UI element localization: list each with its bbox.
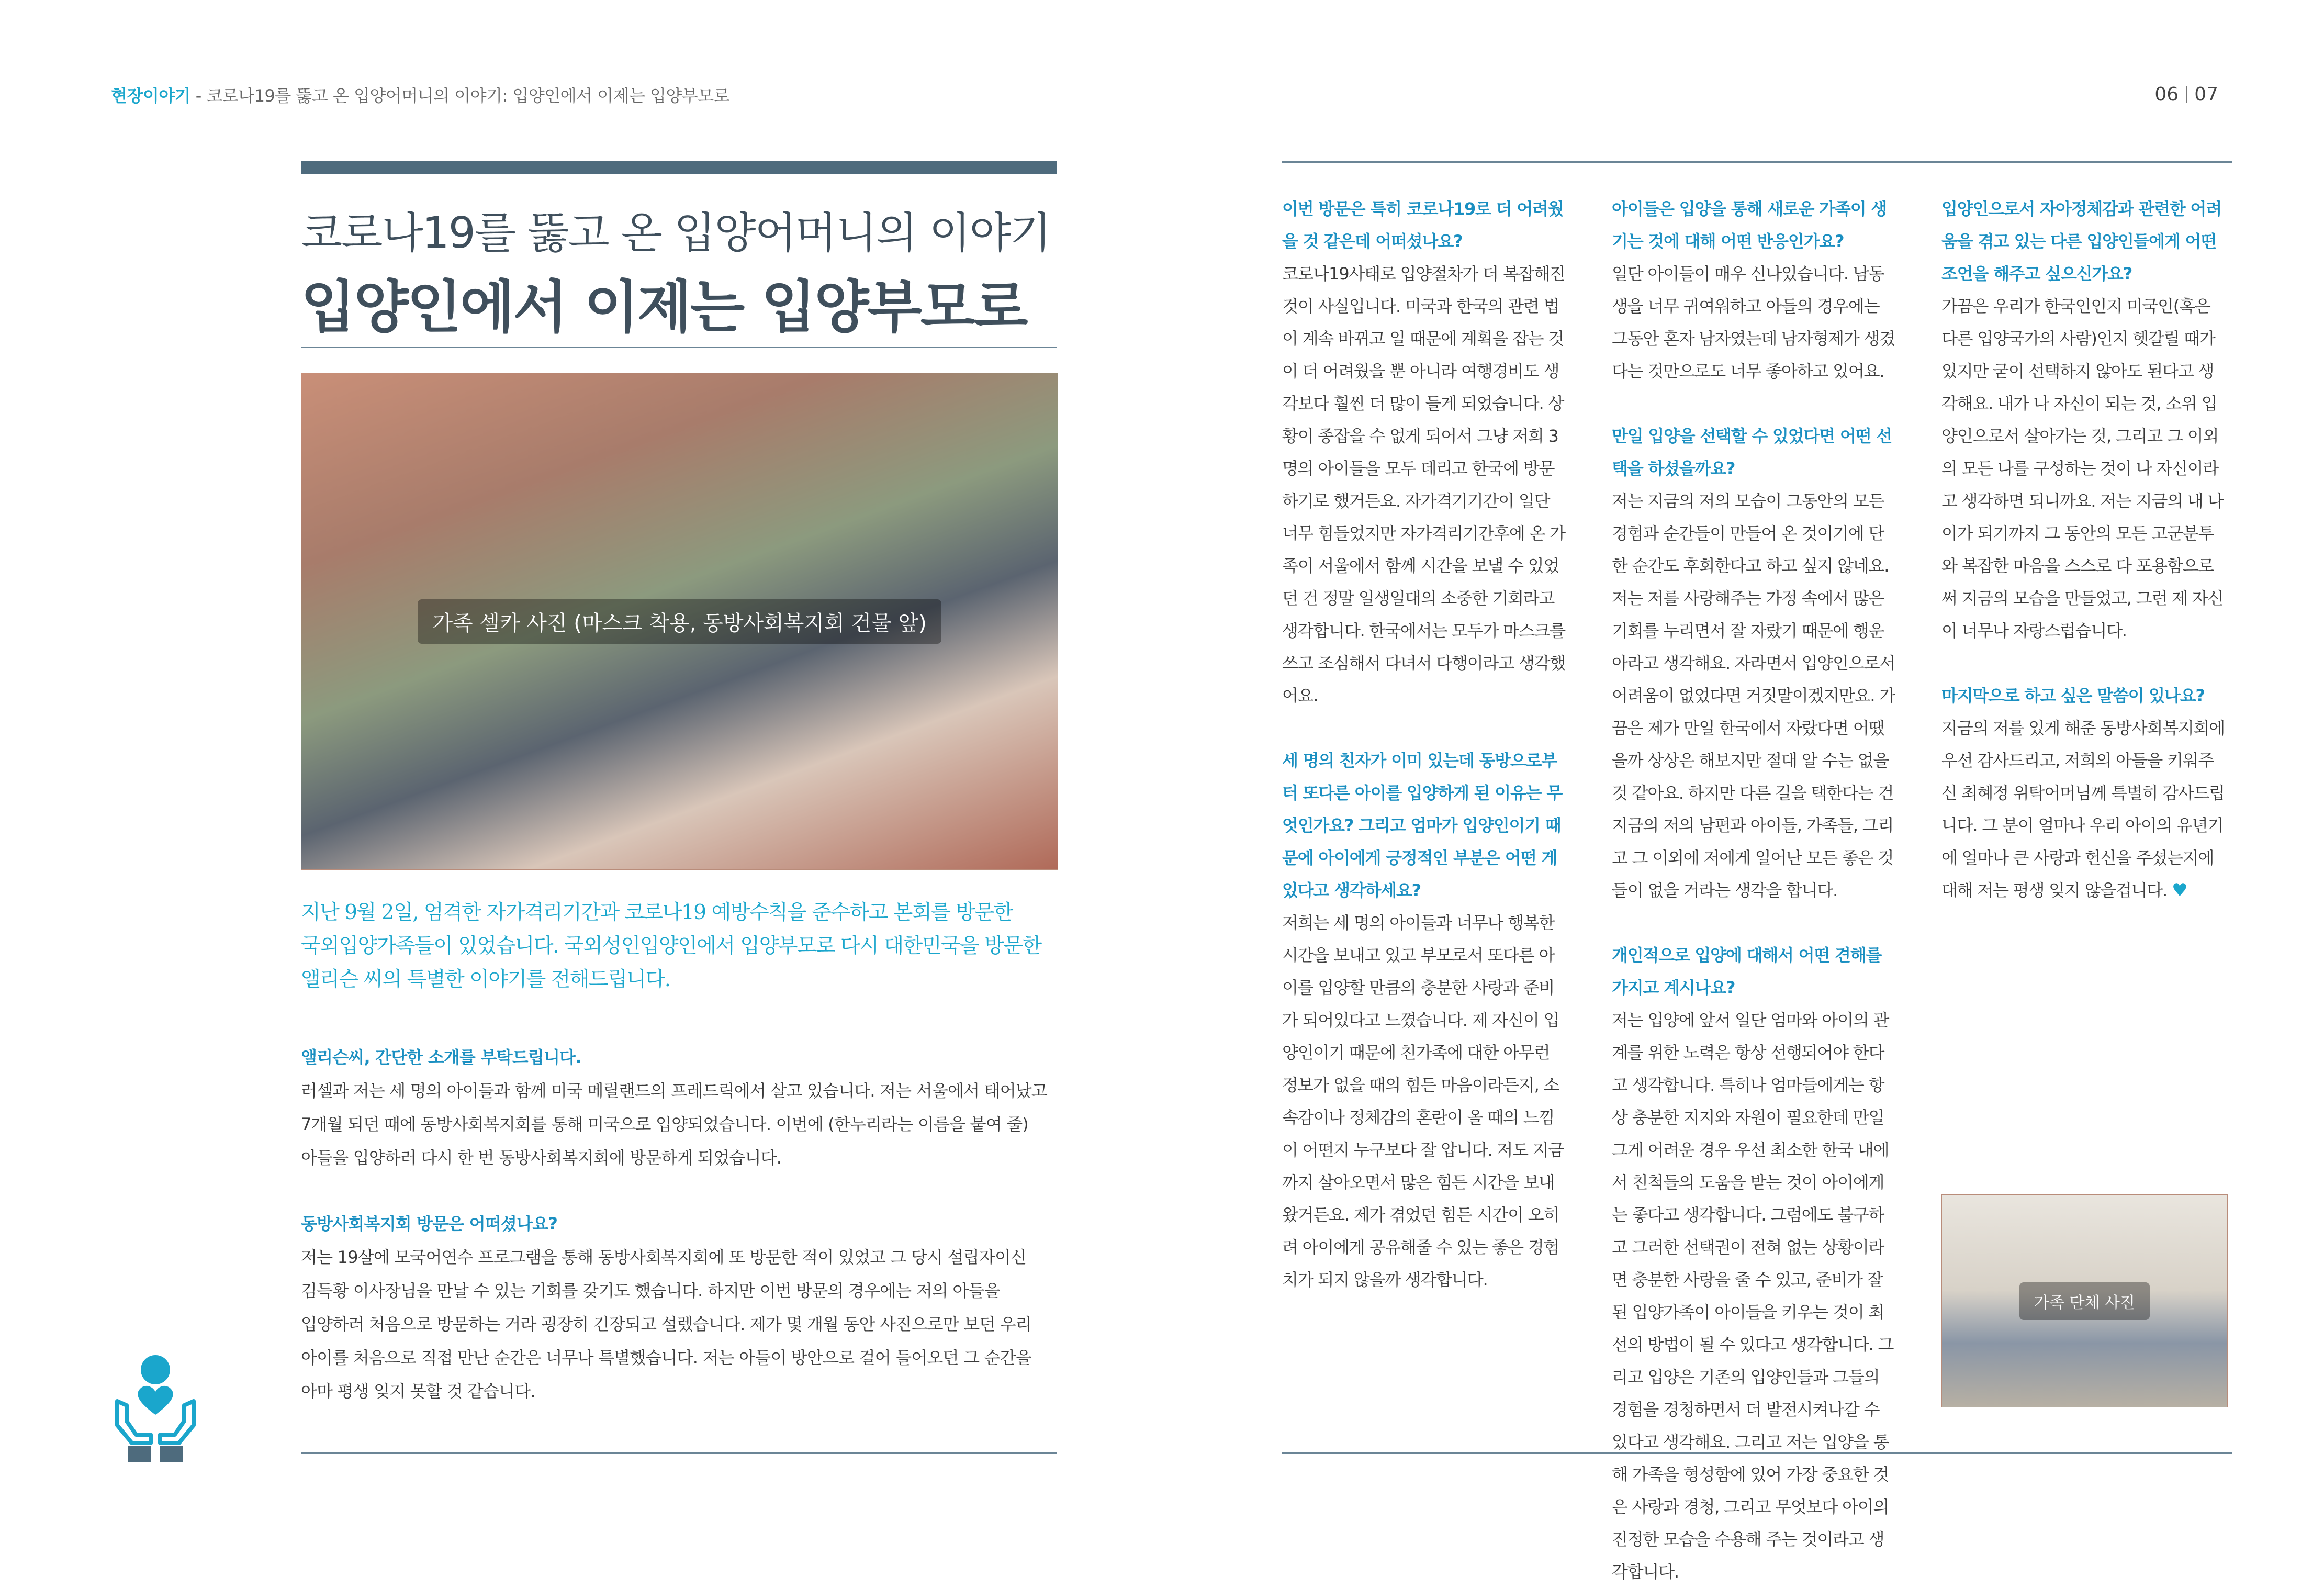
question-choice: 만일 입양을 선택할 수 있었다면 어떤 선택을 하셨을까요? — [1612, 426, 1892, 478]
question-children: 아이들은 입양을 통해 새로운 가족이 생기는 것에 대해 어떤 반응인가요? — [1612, 199, 1887, 251]
right-column-2 — [1612, 193, 1897, 1588]
question-covid: 이번 방문은 특히 코로나19로 더 어려웠을 것 같은데 어떠셨나요? — [1282, 199, 1564, 251]
question-visit: 동방사회복지회 방문은 어떠셨나요? — [301, 1214, 558, 1234]
question-identity: 입양인으로서 자아정체감과 관련한 어려움을 겪고 있는 다른 입양인들에게 어떤 조언을 해주고 싶으신가요? — [1941, 199, 2221, 284]
article-subtitle: 코로나19를 뚫고 온 입양어머니의 이야기 — [301, 208, 1050, 258]
main-photo-label: 가족 셀카 사진 (마스크 착용, 동방사회복지회 건물 앞) — [418, 599, 941, 644]
heart-icon: ♥ — [2172, 880, 2187, 901]
answer-closing — [1941, 712, 2227, 907]
group-photo-label: 가족 단체 사진 — [2019, 1282, 2150, 1320]
title-bar — [301, 161, 1057, 174]
page-number-right: 07 — [2194, 84, 2218, 105]
right-column-1 — [1282, 193, 1567, 1296]
answer-views: 저는 입양에 앞서 일단 엄마와 아이의 관계를 위한 노력은 항상 선행되어야 한다고 생각합니다. 특히나 엄마들에게는 항상 충분한 지지와 자원이 필요한데 만일 그게 어려운 경우 우선 최소한 한국 내에서 친척들의 도움을 받는 것이 아이에게는 좋다고 생각합니다. 그럼에도 불구하고 그러한 선택권이 전혀 없는 상황이라면 충분한 사랑을 줄 수 있고, 준비가 잘된 입양가족이 아이들을 키우는 것이 최선의 방법이 될 수 있다고 생각합니다. 그리고 입양은 기존의 입양인들과 그들의 경험을 경청하면서 더 발전시켜나갈 수 있다고 생각해요. 그리고 저는 입양을 통해 가족을 형성함에 있어 가장 중요한 것은 사랑과 경청, 그리고 무엇보다 아이의 진정한 모습을 수용해 주는 것이라고 생각합니다. — [1612, 1010, 1894, 1582]
article-title: 입양인에서 이제는 입양부모로 — [301, 275, 1027, 340]
question-intro: 앨리슨씨, 간단한 소개를 부탁드립니다. — [301, 1047, 581, 1067]
breadcrumb: - 코로나19를 뚫고 온 입양어머니의 이야기: 입양인에서 이제는 입양부모로 — [190, 86, 730, 106]
answer-identity: 가끔은 우리가 한국인인지 미국인(혹은 다른 입양국가의 사람)인지 헷갈릴 때가 있지만 굳이 선택하지 않아도 된다고 생각해요. 내가 나 자신이 되는 것, 소위 입양인으로서 살아가는 것, 그리고 그 이외의 모든 나를 구성하는 것이 나 자신이라고 생각하면 되니까요. 저는 지금의 내 나이가 되기까지 그 동안의 모든 고군분투와 복잡한 마음을 스스로 다 포용함으로써 지금의 모습을 만들었고, 그런 제 자신이 너무나 자랑스럽습니다. — [1941, 296, 2224, 641]
page-numbers — [2154, 84, 2218, 105]
answer-visit: 저는 19살에 모국어연수 프로그램을 통해 동방사회복지회에 또 방문한 적이 있었고 그 당시 설립자이신 김득황 이사장님을 만날 수 있는 기회를 갖기도 했습니다. 하지만 이번 방문의 경우에는 저의 아들을 입양하러 처음으로 방문하는 거라 굉장히 긴장되고 설렜습니다. 제가 몇 개월 동안 사진으로만 보던 우리 아이를 처음으로 직접 만난 순간은 너무나 특별했습니다. 저는 아들이 방안으로 걸어 들어오던 그 순간을 아마 평생 잊지 못할 것 같습니다. — [301, 1247, 1031, 1401]
running-header — [111, 83, 729, 107]
answer-intro: 러셀과 저는 세 명의 아이들과 함께 미국 메릴랜드의 프레드릭에서 살고 있습니다. 저는 서울에서 태어났고 7개월 되던 때에 동방사회복지회를 통해 미국으로 입양되었습니다. 이번에 (한누리라는 이름을 붙여 줄) 아들을 입양하러 다시 한 번 동방사회복지회에 방문하게 되었습니다. — [301, 1081, 1048, 1168]
answer-choice: 저는 지금의 저의 모습이 그동안의 모든 경험과 순간들이 만들어 온 것이기에 단 한 순간도 후회한다고 하고 싶지 않네요. 저는 저를 사랑해주는 가정 속에서 많은 기회를 누리면서 잘 자랐기 때문에 행운아라고 생각해요. 자라면서 입양인으로서 어려움이 없었다면 거짓말이겠지만요. 가끔은 제가 만일 한국에서 자랐다면 어땠을까 상상은 해보지만 절대 알 수는 없을 것 같아요. 하지만 다른 길을 택한다는 건 지금의 저의 남편과 아이들, 가족들, 그리고 그 이외에 저에게 일어난 모든 좋은 것들이 없을 거라는 생각을 합니다. — [1612, 491, 1895, 900]
right-header-rule — [1282, 161, 2232, 163]
lead-paragraph: 지난 9월 2일, 엄격한 자가격리기간과 코로나19 예방수칙을 준수하고 본회를 방문한 국외입양가족들이 있었습니다. 국외성인입양인에서 입양부모로 다시 대한민국을 방문한 앨리슨 씨의 특별한 이야기를 전해드립니다. — [301, 901, 1041, 991]
left-footer-rule — [301, 1452, 1057, 1454]
answer-reason: 저희는 세 명의 아이들과 너무나 행복한 시간을 보내고 있고 부모로서 또다른 아이를 입양할 만큼의 충분한 사랑과 준비가 되어있다고 느꼈습니다. 제 자신이 입양인이기 때문에 친가족에 대한 아무런 정보가 없을 때의 힘든 마음이라든지, 소속감이나 정체감의 혼란이 올 때의 느낌이 어떤지 누구보다 잘 압니다. 저도 지금까지 살아오면서 많은 힘든 시간을 보내 왔거든요. 제가 겪었던 힘든 시간이 오히려 아이에게 공유해줄 수 있는 좋은 경험치가 되지 않을까 생각합니다. — [1282, 913, 1564, 1290]
page-number-left: 06 — [2154, 84, 2179, 105]
question-reason: 세 명의 친자가 이미 있는데 동방으로부터 또다른 아이를 입양하게 된 이유는 무엇인가요? 그리고 엄마가 입양인이기 때문에 아이에게 긍정적인 부분은 어떤 게 있다고 생각하세요? — [1282, 751, 1563, 900]
right-column-3 — [1941, 193, 2227, 907]
question-views: 개인적으로 입양에 대해서 어떤 견해를 가지고 계시나요? — [1612, 945, 1882, 998]
left-column — [301, 1041, 1057, 1408]
answer-children: 일단 아이들이 매우 신나있습니다. 남동생을 너무 귀여워하고 아들의 경우에는 그동안 혼자 남자였는데 남자형제가 생겼다는 것만으로도 너무 좋아하고 있어요. — [1612, 264, 1895, 381]
section-label: 현장이야기 — [111, 86, 191, 106]
page-number-divider — [2186, 86, 2187, 103]
main-photo — [301, 373, 1058, 870]
answer-closing-text: 지금의 저를 있게 해준 동방사회복지회에 우선 감사드리고, 저희의 아들을 키워주신 최혜정 위탁어머님께 특별히 감사드립니다. 그 분이 얼마나 우리 아이의 유년기에 얼마나 큰 사랑과 헌신을 주셨는지에 대해 저는 평생 잊지 않을겁니다. — [1941, 718, 2225, 900]
answer-covid: 코로나19사태로 입양절차가 더 복잡해진 것이 사실입니다. 미국과 한국의 관련 법이 계속 바뀌고 일 때문에 계획을 잡는 것이 더 어려웠을 뿐 아니라 여행경비도 생각보다 훨씬 더 많이 들게 되었습니다. 상황이 종잡을 수 없게 되어서 그냥 저희 3명의 아이들을 모두 데리고 한국에 방문하기로 했거든요. 자가격기기간이 일단 너무 힘들었지만 자가격리기간후에 온 가족이 서울에서 함께 시간을 보낼 수 있었던 건 정말 일생일대의 소중한 기회라고 생각합니다. 한국에서는 모두가 마스크를 쓰고 조심해서 다녀서 다행이라고 생각했어요. — [1282, 264, 1565, 706]
group-photo — [1941, 1194, 2228, 1407]
heart-hands-logo-icon — [111, 1353, 200, 1463]
question-closing: 마지막으로 하고 싶은 말씀이 있나요? — [1941, 686, 2205, 706]
title-underline — [301, 347, 1057, 348]
right-footer-rule — [1282, 1452, 2232, 1454]
